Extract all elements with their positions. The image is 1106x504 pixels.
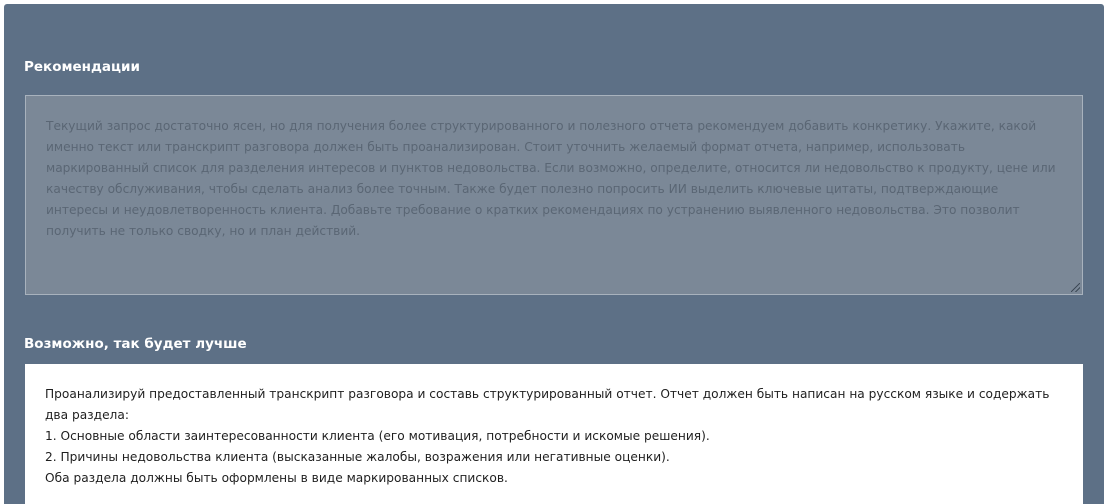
recommendations-title: Рекомендации [24,59,140,75]
improved-prompt-line: 2. Причины недовольства клиента (высказанные жалобы, возражения или негативные оценки). [45,450,670,464]
improved-prompt-title: Возможно, так будет лучше [24,336,247,352]
improved-prompt-line: 1. Основные области заинтересованности клиента (его мотивация, потребности и искомые решения). [45,429,710,443]
resize-handle-icon[interactable] [1071,283,1080,292]
improved-prompt-line: Проанализируй предоставленный транскрипт разговора и составь структурированный отчет. Отчет должен быть написан на русском языке и содержать два раздела: [45,387,1054,422]
prompt-feedback-panel [4,4,1104,504]
improved-prompt-line: Оба раздела должны быть оформлены в виде маркированных списков. [45,471,508,485]
recommendations-text: Текущий запрос достаточно ясен, но для получения более структурированного и полезного отчета рекомендуем добавить конкретику. Укажите, какой именно текст или транскрипт разговора должен быть проанализирован. Стоит уточнить желаемый формат отчета, например, использовать маркированный список для разделения интересов и пунктов недовольства. Если возможно, определите, относится ли недовольство к продукту, цене или качеству обслуживания, чтобы сделать анализ более точным. Также будет полезно попросить ИИ выделить ключевые цитаты, подтверждающие интересы и неудовлетворенность клиента. Добавьте требование о кратких рекомендациях по устранению выявленного недовольства. Это позволит получить не только сводку, но и план действий. [46,119,1056,238]
improved-prompt-box[interactable] [25,364,1083,504]
recommendations-textarea[interactable] [25,95,1083,295]
